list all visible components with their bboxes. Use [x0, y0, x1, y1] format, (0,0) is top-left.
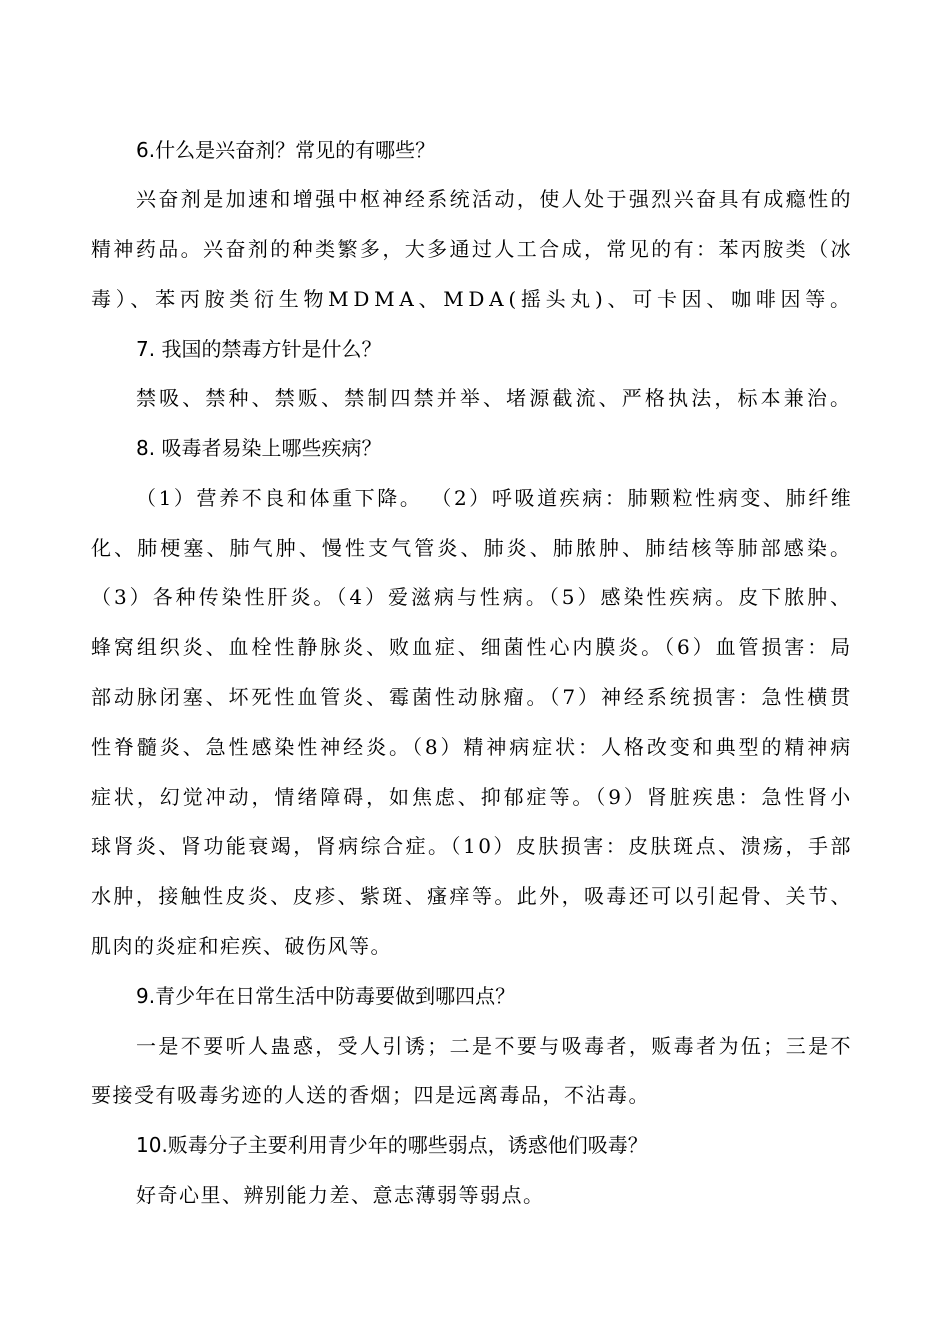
- answer-9-line-2: 要接受有吸毒劣迹的人送的香烟；四是远离毒品，不沾毒。: [91, 1083, 650, 1107]
- answer-8-line-7: 症状，幻觉冲动，情绪障碍，如焦虑、抑郁症等。（9）肾脏疾患：急性肾小: [91, 785, 854, 809]
- answer-8-line-2: 化、肺梗塞、肺气肿、慢性支气管炎、肺炎、肺脓肿、肺结核等肺部感染。: [91, 536, 854, 560]
- answer-8-line-6: 性脊髓炎、急性感染性神经炎。（8）精神病症状：人格改变和典型的精神病: [91, 735, 854, 759]
- answer-10-line-1: 好奇心里、辨别能力差、意志薄弱等弱点。: [136, 1183, 545, 1207]
- question-9-heading: 9.青少年在日常生活中防毒要做到哪四点？: [136, 984, 516, 1008]
- answer-8-line-10: 肌肉的炎症和疟疾、破伤风等。: [91, 934, 392, 958]
- answer-8-line-3: （3）各种传染性肝炎。（4）爱滋病与性病。（5）感染性疾病。皮下脓肿、: [91, 585, 854, 609]
- question-7-heading: 7. 我国的禁毒方针是什么？: [136, 337, 382, 361]
- answer-7-line-1: 禁吸、禁种、禁贩、禁制四禁并举、堵源截流、严格执法，标本兼治。: [136, 386, 854, 410]
- question-6-heading: 6.什么是兴奋剂？常见的有哪些？: [136, 138, 436, 162]
- answer-6-line-2: 精神药品。兴奋剂的种类繁多，大多通过人工合成，常见的有：苯丙胺类（冰: [91, 237, 853, 261]
- question-10-heading: 10.贩毒分子主要利用青少年的哪些弱点，诱惑他们吸毒？: [136, 1133, 648, 1157]
- answer-8-line-1: （1）营养不良和体重下降。 （2）呼吸道疾病：肺颗粒性病变、肺纤维: [136, 486, 854, 510]
- question-8-heading: 8. 吸毒者易染上哪些疾病？: [136, 436, 382, 460]
- answer-8-line-5: 部动脉闭塞、坏死性血管炎、霉菌性动脉瘤。（7）神经系统损害：急性横贯: [91, 685, 854, 709]
- answer-8-line-8: 球肾炎、肾功能衰竭，肾病综合症。（10）皮肤损害：皮肤斑点、溃疡，手部: [91, 834, 853, 858]
- answer-8-line-9: 水肿，接触性皮炎、皮疹、紫斑、瘙痒等。此外，吸毒还可以引起骨、关节、: [91, 884, 853, 908]
- answer-6-line-3: 毒）、苯丙胺类衍生物MDMA、MDA(摇头丸)、可卡因、咖啡因等。: [91, 287, 855, 311]
- answer-8-line-4: 蜂窝组织炎、血栓性静脉炎、败血症、细菌性心内膜炎。（6）血管损害：局: [91, 635, 854, 659]
- answer-6-line-1: 兴奋剂是加速和增强中枢神经系统活动，使人处于强烈兴奋具有成瘾性的: [136, 187, 853, 211]
- answer-9-line-1: 一是不要听人蛊惑，受人引诱；二是不要与吸毒者，贩毒者为伍；三是不: [136, 1034, 853, 1058]
